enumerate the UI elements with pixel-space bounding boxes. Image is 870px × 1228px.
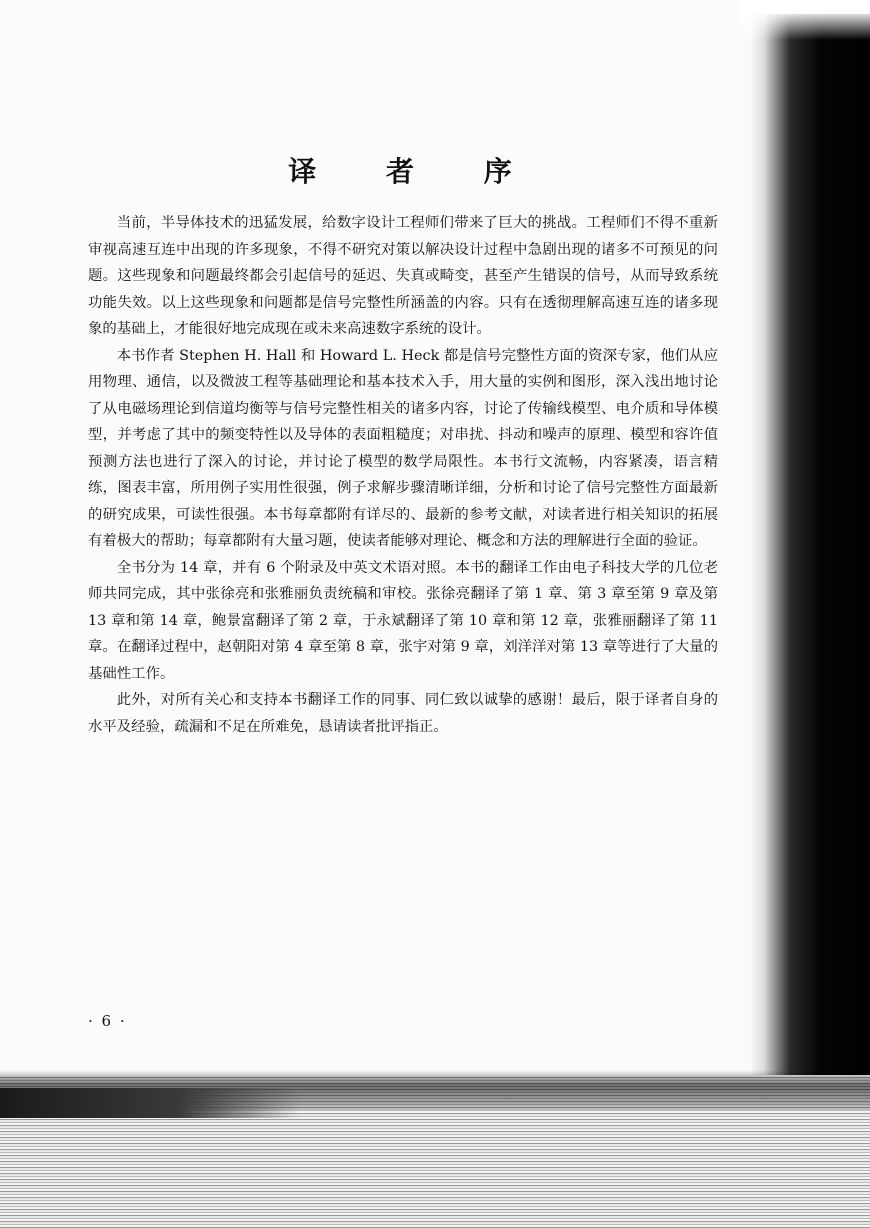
paragraph: 本书作者 Stephen H. Hall 和 Howard L. Heck 都是信号完整性方面的资深专家，他们从应用物理、通信，以及微波工程等基础理论和基本技术入手，用大量的实例和图形，深入浅出地讨论了从电磁场理论到信道均衡等与信号完整性相关的诸多内容，讨论了传输线模型、电介质和导体模型，并考虑了其中的频变特性以及导体的表面粗糙度；对串扰、抖动和噪声的原理、模型和容许值预测方法也进行了深入的讨论，并讨论了模型的数学局限性。本书行文流畅，内容紧凑，语言精练，图表丰富，所用例子实用性很强，例子求解步骤清晰详细，分析和讨论了信号完整性方面最新的研究成果，可读性很强。本书每章都附有详尽的、最新的参考文献，对读者进行相关知识的拓展有着极大的帮助；每章都附有大量习题，使读者能够对理论、概念和方法的理解进行全面的验证。 <box>88 347 718 549</box>
body-text <box>88 210 718 740</box>
paragraph: 当前，半导体技术的迅猛发展，给数字设计工程师们带来了巨大的挑战。工程师们不得不重新审视高速互连中出现的许多现象，不得不研究对策以解决设计过程中急剧出现的诸多不可预见的问题。这些现象和问题最终都会引起信号的延迟、失真或畸变，甚至产生错误的信号，从而导致系统功能失效。以上这些现象和问题都是信号完整性所涵盖的内容。只有在透彻理解高速互连的诸多现象的基础上，才能很好地完成现在或未来高速数字系统的设计。 <box>88 215 718 337</box>
page-title: 译 者 序 <box>288 155 542 188</box>
page-number: · 6 · <box>88 1012 127 1030</box>
paragraph: 全书分为 14 章，并有 6 个附录及中英文术语对照。本书的翻译工作由电子科技大学的几位老师共同完成，其中张徐亮和张雅丽负责统稿和审校。张徐亮翻译了第 1 章、第 3 章至第 9 章及第 13 章和第 14 章，鲍景富翻译了第 2 章，于永斌翻译了第 10 章和第 12 章，张雅丽翻译了第 11 章。在翻译过程中，赵朝阳对第 4 章至第 8 章，张宇对第 9 章，刘洋洋对第 13 章等进行了大量的基础性工作。 <box>88 559 718 682</box>
paragraph: 此外，对所有关心和支持本书翻译工作的同事、同仁致以诚挚的感谢！最后，限于译者自身的水平及经验，疏漏和不足在所难免，恳请读者批评指正。 <box>88 692 718 735</box>
scan-edge-top <box>740 0 870 40</box>
scan-dark-smudge <box>0 1088 300 1118</box>
